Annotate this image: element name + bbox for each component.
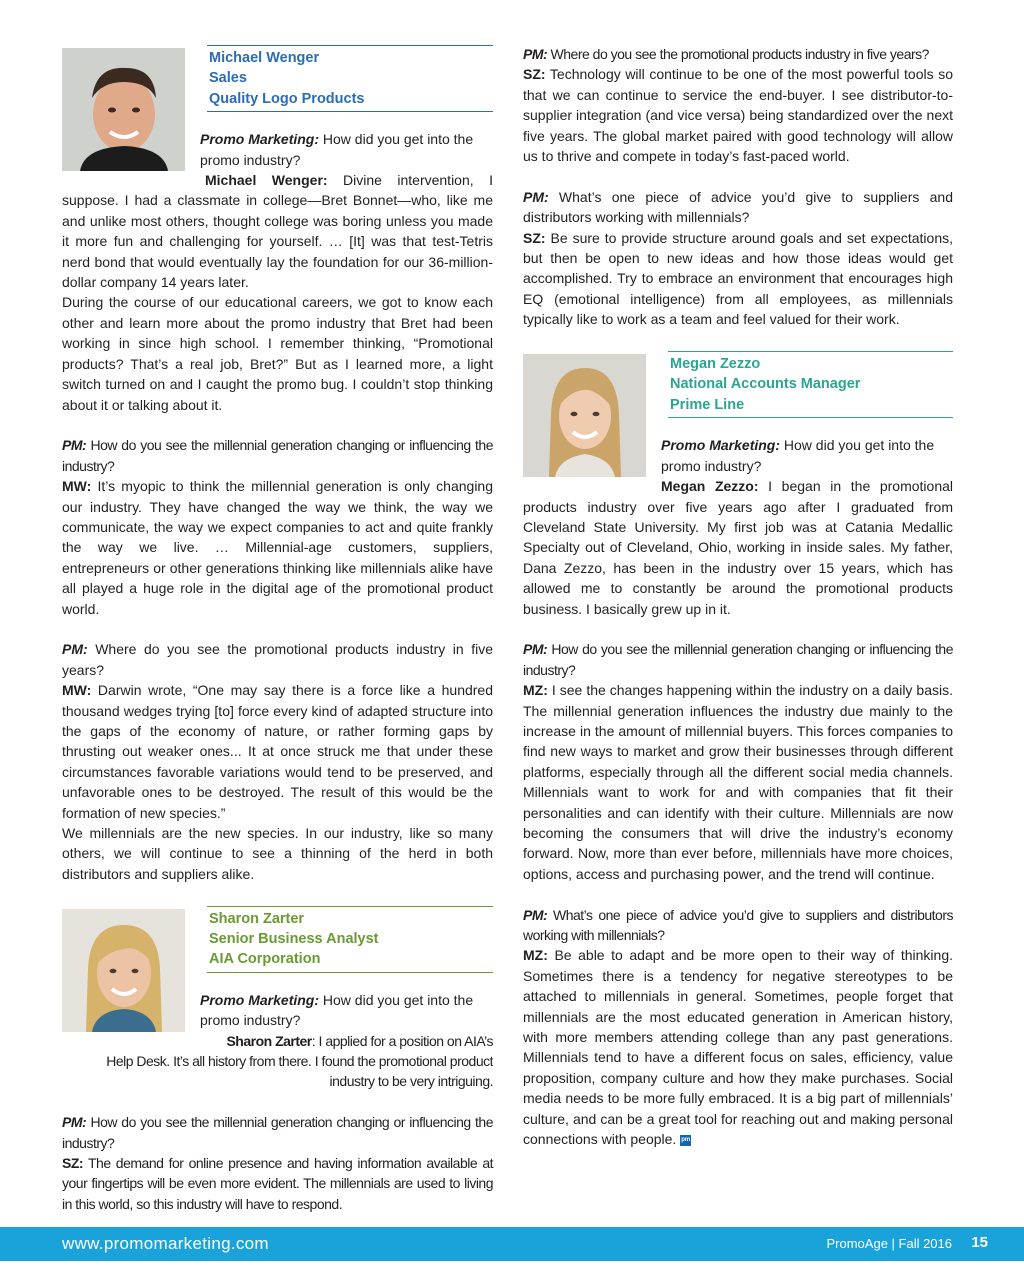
zezzo-photo	[523, 354, 646, 477]
zarter-bottom-rule	[207, 972, 493, 973]
wenger-answer-3b: We millennials are the new species. In our industry, like so many others, we will continue to see a thinning of the herd in both distributors and suppliers alike.	[62, 825, 493, 882]
zezzo-intro-question: Promo Marketing: How did you get into the promo industry?	[661, 437, 935, 474]
zezzo-profile	[523, 350, 953, 619]
footer-page-number: 15	[971, 1234, 988, 1251]
zezzo-portrait-icon	[523, 354, 646, 477]
zezzo-question-3: PM: What’s one piece of advice you’d give to suppliers and distributors working with millennials?	[523, 906, 953, 943]
wenger-answer-2: MW: It’s myopic to think the millennial generation is only changing our industry. They have changed the way we think, the way we communicate, the way we expect companies to act and quite frankly the way we live. … Millennial-age customers, suppliers, entrepreneurs or other generations thinking like millennials alike have all played a huge role in the digital age of the promotional product world.	[62, 478, 493, 617]
zezzo-name: Megan Zezzo	[670, 356, 761, 373]
zarter-name: Sharon Zarter	[209, 910, 305, 927]
zezzo-title: National Accounts Manager	[670, 376, 861, 393]
wenger-photo	[62, 48, 185, 171]
zezzo-question-2: PM: How do you see the millennial generation changing or influencing the industry?	[523, 641, 953, 678]
wenger-profile	[62, 44, 493, 292]
wenger-intro-answer: Michael Wenger: Divine intervention, I suppose. I had a classmate in college—Bret Bonnet—who, like me and unlike most others, thought college was boring unless you made it more fun and challenging for yourself. … [It] was that test-Tetris nerd bond that would eventually lay the foundation for our 36-million-dollar company 14 years later.	[62, 172, 493, 291]
wenger-bottom-rule	[207, 111, 493, 112]
zezzo-answer-3: MZ: Be able to adapt and be more open to their way of thinking. Sometimes there is a tendency for negative stereotypes to be attached to millennials in general. Sometimes, people forget that millennials are the most educated generation in American history, with more members attending college than any past generations. Millennials tend to have a different focus on sales, efficiency, value proposition, company culture and how they make purchases. Social media needs to be more fully embraced. It is a big part of millennials’ culture, and can be a great tool for reaching out and making personal connections with people. pm	[523, 947, 953, 1148]
page-footer	[0, 1227, 1024, 1261]
footer-publication: PromoAge | Fall 2016	[826, 1236, 952, 1251]
zarter-id-box	[207, 905, 493, 973]
wenger-company: Quality Logo Products	[209, 90, 365, 107]
zarter-photo	[62, 909, 185, 1032]
zarter-question-4: PM: What’s one piece of advice you’d give to suppliers and distributors working with millennials?	[523, 188, 953, 226]
right-column	[523, 44, 953, 1149]
wenger-name: Michael Wenger	[209, 50, 320, 66]
wenger-question-3: PM: Where do you see the promotional products industry in five years?	[62, 641, 493, 678]
zezzo-answer-2: MZ: I see the changes happening within the industry on a daily basis. The millennial generation influences the industry due mainly to the increase in the amount of millennial buyers. This forces companies to find new ways to market and grow their businesses through different platforms, especially through all the different social media channels. Millennials want to work for and with companies that fit their personalities and can identify with their culture. Millennials are now becoming the consumers that will drive the industry’s economy forward. Now, more than ever before, millennials have more choices, options, access and purchasing power, and the trend will continue.	[523, 682, 953, 882]
zarter-answer-2: SZ: The demand for online presence and having information available at your fingertips will be even more evident. The millennials are used to living in this world, so this industry will have to respond.	[62, 1155, 493, 1212]
wenger-intro-question: Promo Marketing: How did you get into the promo industry?	[200, 131, 474, 168]
zarter-question-2: PM: How do you see the millennial generation changing or influencing the industry?	[62, 1114, 493, 1151]
zezzo-bottom-rule	[668, 417, 953, 418]
wenger-portrait-icon	[62, 48, 185, 171]
zarter-answer-3: SZ: Technology will continue to be one of the most powerful tools so that we can continue to service the end-buyer. I see distributor-to-supplier integration (and vice versa) being standardized over the next five years. The global market paired with good technology will allow us to thrive and compete in today’s fast-paced world.	[523, 66, 953, 165]
zarter-title: Senior Business Analyst	[209, 931, 379, 948]
zarter-company: AIA Corporation	[209, 951, 321, 968]
left-column	[62, 44, 493, 1214]
zarter-intro-answer: Sharon Zarter: I applied for a position on AIA’s Help Desk. It’s all history from there. I found the promotional product industry to be very intriguing.	[106, 1032, 493, 1090]
zarter-question-3: PM: Where do you see the promotional products industry in five years?	[523, 46, 929, 62]
wenger-answer-3: MW: Darwin wrote, “One may say there is a force like a hundred thousand wedges trying [to] force every kind of adapted structure into the gaps of the economy of nature, or rather forming gaps by thrusting out weaker ones... It at once struck me that under these circumstances favorable variations would tend to be preserved, and unfavorable ones to be destroyed. The result of this would be the formation of new species.”	[62, 682, 493, 821]
pm-end-mark-icon: pm	[680, 1135, 691, 1146]
zarter-answer-4: SZ: Be sure to provide structure around goals and set expectations, but then be open to new ideas and how those ideas would get accomplished. Try to embrace an environment that encourages high EQ (emotional intelligence) from all employees, as millennials typically like to work as a team and feel valued for their work.	[523, 229, 953, 328]
zezzo-intro-answer: Megan Zezzo: I began in the promotional products industry over five years ago after I graduated from Cleveland State University. My first job was at Catania Medallic Specialty out of Cleveland, Ohio, working in inside sales. My father, Dana Zezzo, has been in the industry over 15 years, which has allowed me to constantly be around the promotional products business. I basically grew up in it.	[523, 478, 953, 617]
wenger-title: Sales	[209, 70, 247, 87]
wenger-question-2: PM: How do you see the millennial generation changing or influencing the industry?	[62, 437, 493, 474]
wenger-id-box	[207, 44, 493, 112]
footer-website-link[interactable]: www.promomarketing.com	[62, 1234, 269, 1253]
wenger-intro-answer-2: During the course of our educational careers, we got to know each other and learn more about the promo industry that Bret had been working in since high school. I remember thinking, “Promotional products? That’s a real job, Bret?” But as I learned more, a light switch turned on and I caught the promo bug. I couldn’t stop thinking about it or talking about it.	[62, 294, 493, 413]
zarter-intro-question: Promo Marketing: How did you get into the promo industry?	[200, 991, 474, 1029]
zezzo-company: Prime Line	[670, 396, 745, 413]
zarter-portrait-icon	[62, 909, 185, 1032]
zezzo-id-box	[668, 350, 953, 418]
zarter-profile	[62, 905, 493, 1092]
